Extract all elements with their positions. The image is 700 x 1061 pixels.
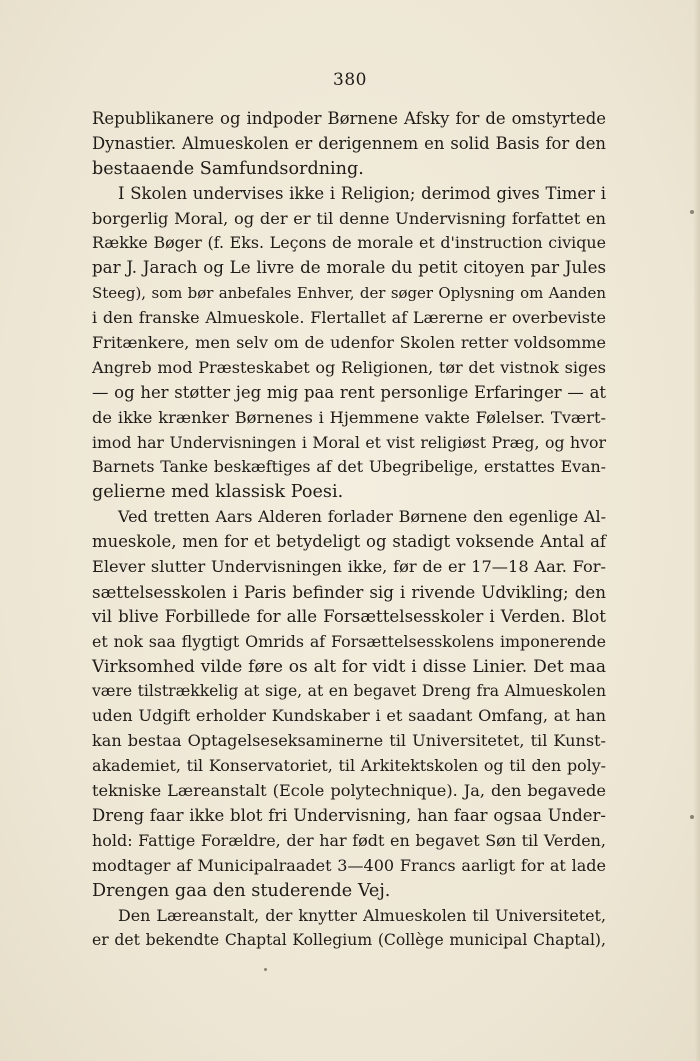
text-line: Barnets Tanke beskæftiges af det Ubegribelige, erstattes Evan- xyxy=(92,457,606,477)
text-line: Drengen gaa den studerende Vej. xyxy=(92,880,391,901)
text-line: Steeg), som bør anbefales Enhver, der søger Oplysning om Aanden xyxy=(92,284,606,303)
text-line: tekniske Læreanstalt (Ecole polytechnique). Ja, den begavede xyxy=(92,781,606,801)
text-line: Række Bøger (f. Eks. Leçons de morale et d'instruction civique xyxy=(92,233,606,253)
margin-speck xyxy=(690,815,694,819)
text-line: borgerlig Moral, og der er til denne Undervisning forfattet en xyxy=(92,208,606,228)
text-line: I Skolen undervises ikke i Religion; derimod gives Timer i xyxy=(118,183,606,203)
text-line: modtager af Municipalraadet 3—400 Francs aarligt for at lade xyxy=(92,855,606,875)
text-line: være tilstrækkelig at sige, at en begavet Dreng fra Almueskolen xyxy=(92,682,606,701)
text-line: Dynastier. Almueskolen er derigennem en solid Basis for den xyxy=(92,133,606,153)
text-line: de ikke krænker Børnenes i Hjemmene vakte Følelser. Tvært- xyxy=(92,407,606,427)
text-line: mueskole, men for et betydeligt og stadigt voksende Antal af xyxy=(92,532,606,552)
text-line: et nok saa flygtigt Omrids af Forsættelsesskolens imponerende xyxy=(92,631,606,651)
text-line: — og her støtter jeg mig paa rent personlige Erfaringer — at xyxy=(92,382,606,402)
body-text xyxy=(92,107,606,953)
text-line: sættelsesskolen i Paris befinder sig i rivende Udvikling; den xyxy=(92,581,606,602)
text-line: Den Læreanstalt, der knytter Almueskolen til Universitetet, xyxy=(118,905,606,925)
text-line: Elever slutter Undervisningen ikke, før de er 17—18 Aar. For- xyxy=(92,557,606,577)
text-line: gelierne med klassisk Poesi. xyxy=(92,482,344,503)
text-line: Virksomhed vilde føre os alt for vidt i disse Linier. Det maa xyxy=(92,656,606,677)
text-line: bestaaende Samfundsordning. xyxy=(92,158,364,179)
text-line: Angreb mod Præsteskabet og Religionen, tør det vistnok siges xyxy=(92,357,606,377)
margin-speck xyxy=(690,210,694,214)
text-line: kan bestaa Optagelseseksaminerne til Universitetet, til Kunst- xyxy=(92,731,606,751)
text-line: Republikanere og indpoder Børnene Afsky for de omstyrtede xyxy=(92,109,606,128)
ink-speck xyxy=(264,968,267,971)
page-edge xyxy=(694,0,700,1061)
text-line: er det bekendte Chaptal Kollegium (Collège municipal Chaptal), xyxy=(92,931,606,950)
text-line: Dreng faar ikke blot fri Undervisning, han faar ogsaa Under- xyxy=(92,805,606,825)
text-line: par J. Jarach og Le livre de morale du petit citoyen par Jules xyxy=(92,258,606,278)
text-line: uden Udgift erholder Kundskaber i et saadant Omfang, at han xyxy=(92,706,606,726)
text-line: vil blive Forbillede for alle Forsættelsesskoler i Verden. Blot xyxy=(92,606,606,626)
text-line: Ved tretten Aars Alderen forlader Børnene den egenlige Al- xyxy=(118,507,606,527)
text-line: i den franske Almueskole. Flertallet af Lærerne er overbeviste xyxy=(92,308,606,328)
text-line: Fritænkere, men selv om de udenfor Skolen retter voldsomme xyxy=(92,333,606,353)
text-line: akademiet, til Konservatoriet, til Arkitektskolen og til den poly- xyxy=(92,756,606,776)
text-line: imod har Undervisningen i Moral et vist religiøst Præg, og hvor xyxy=(92,432,606,452)
text-line: hold: Fattige Forældre, der har født en begavet Søn til Verden, xyxy=(92,830,606,850)
page-number: 380 xyxy=(333,70,367,90)
